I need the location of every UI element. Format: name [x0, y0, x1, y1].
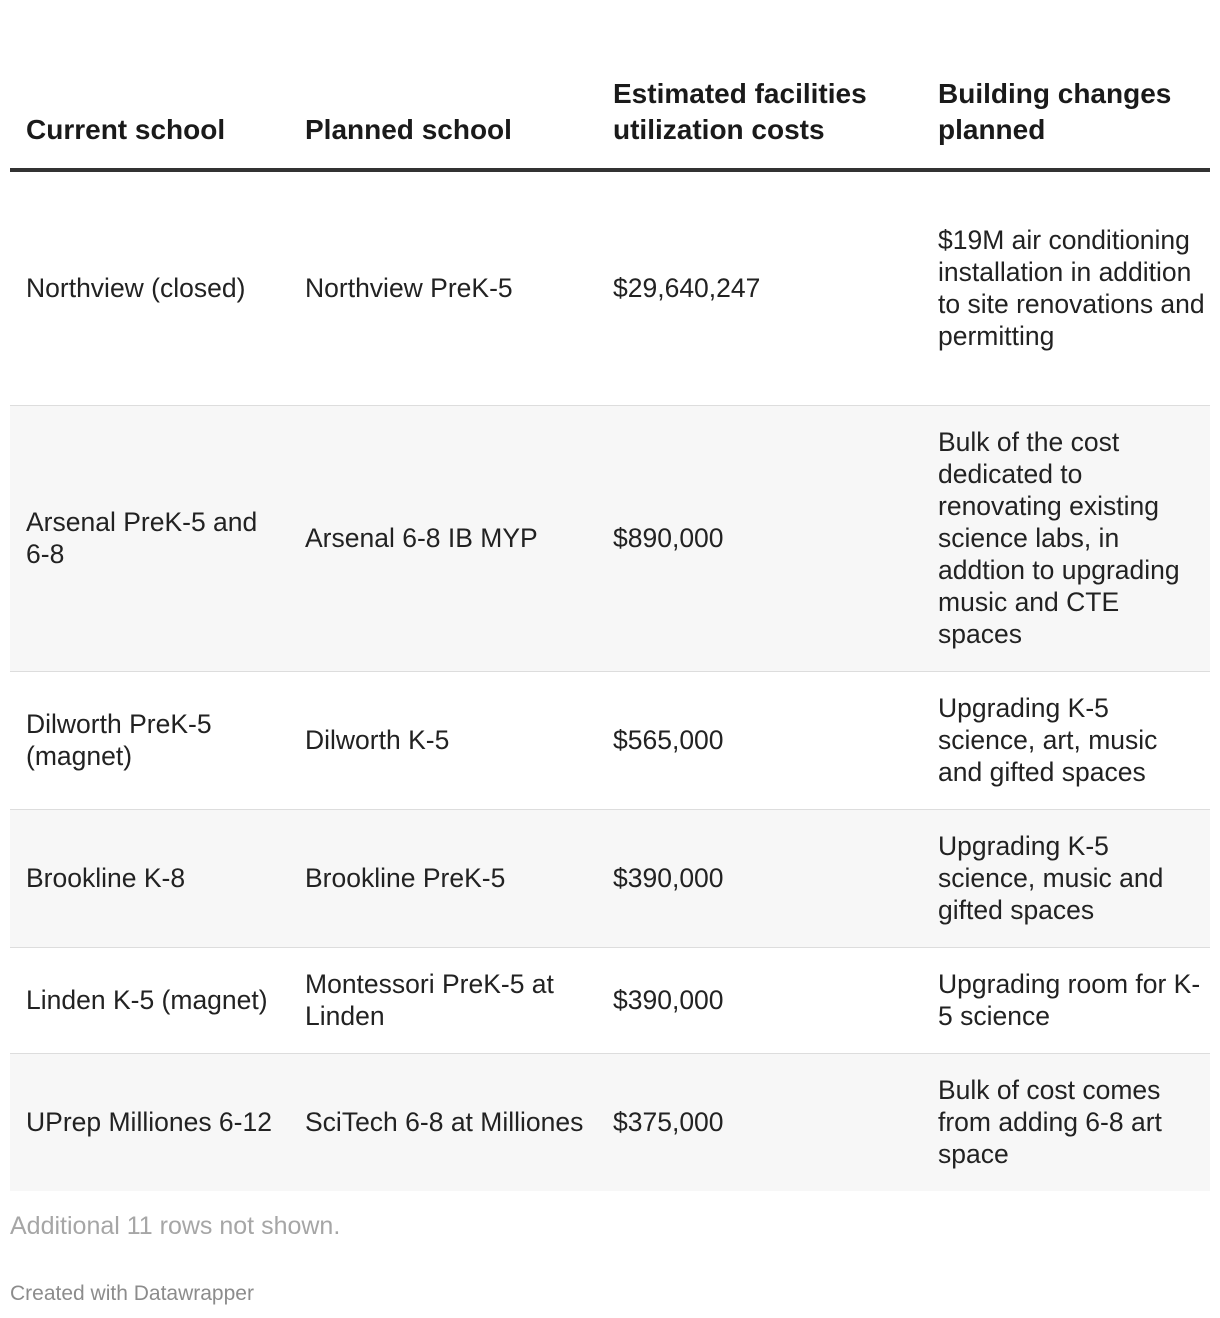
- datawrapper-credit[interactable]: Created with Datawrapper: [10, 1282, 254, 1305]
- cell-current-school: UPrep Milliones 6-12: [10, 1053, 289, 1191]
- school-costs-table: [10, 0, 1210, 1191]
- header-row: [10, 0, 1210, 170]
- table-row: [10, 1053, 1210, 1191]
- table-row: [10, 809, 1210, 947]
- cell-planned-school: Montessori PreK-5 at Linden: [289, 947, 597, 1053]
- cell-building-changes: Upgrading K-5 science, music and gifted spaces: [922, 809, 1210, 947]
- rows-not-shown-note: Additional 11 rows not shown.: [10, 1212, 341, 1240]
- cell-estimated-cost: $375,000: [597, 1053, 922, 1191]
- table-row: [10, 405, 1210, 671]
- column-header-planned-school[interactable]: Planned school: [289, 0, 597, 170]
- cell-building-changes: Upgrading K-5 science, art, music and gifted spaces: [922, 671, 1210, 809]
- cell-estimated-cost: $565,000: [597, 671, 922, 809]
- cell-planned-school: Northview PreK-5: [289, 170, 597, 405]
- cell-estimated-cost: $29,640,247: [597, 170, 922, 405]
- table-row: [10, 170, 1210, 405]
- column-header-building-changes[interactable]: Building changes planned: [922, 0, 1210, 170]
- data-table-container: [10, 0, 1210, 1191]
- cell-building-changes: $19M air conditioning installation in addition to site renovations and permitting: [922, 170, 1210, 405]
- cell-building-changes: Bulk of the cost dedicated to renovating existing science labs, in addtion to upgrading music and CTE spaces: [922, 405, 1210, 671]
- table-row: [10, 671, 1210, 809]
- cell-current-school: Northview (closed): [10, 170, 289, 405]
- cell-planned-school: Brookline PreK-5: [289, 809, 597, 947]
- cell-current-school: Brookline K-8: [10, 809, 289, 947]
- table-body: [10, 170, 1210, 1191]
- cell-current-school: Dilworth PreK-5 (magnet): [10, 671, 289, 809]
- cell-estimated-cost: $390,000: [597, 947, 922, 1053]
- cell-current-school: Linden K-5 (magnet): [10, 947, 289, 1053]
- cell-current-school: Arsenal PreK-5 and 6-8: [10, 405, 289, 671]
- cell-estimated-cost: $390,000: [597, 809, 922, 947]
- column-header-estimated-costs[interactable]: Estimated facilities utilization costs: [597, 0, 922, 170]
- cell-building-changes: Upgrading room for K-5 science: [922, 947, 1210, 1053]
- cell-planned-school: SciTech 6-8 at Milliones: [289, 1053, 597, 1191]
- cell-estimated-cost: $890,000: [597, 405, 922, 671]
- table-row: [10, 947, 1210, 1053]
- cell-planned-school: Dilworth K-5: [289, 671, 597, 809]
- cell-planned-school: Arsenal 6-8 IB MYP: [289, 405, 597, 671]
- cell-building-changes: Bulk of cost comes from adding 6-8 art space: [922, 1053, 1210, 1191]
- column-header-current-school[interactable]: Current school: [10, 0, 289, 170]
- table-header: [10, 0, 1210, 170]
